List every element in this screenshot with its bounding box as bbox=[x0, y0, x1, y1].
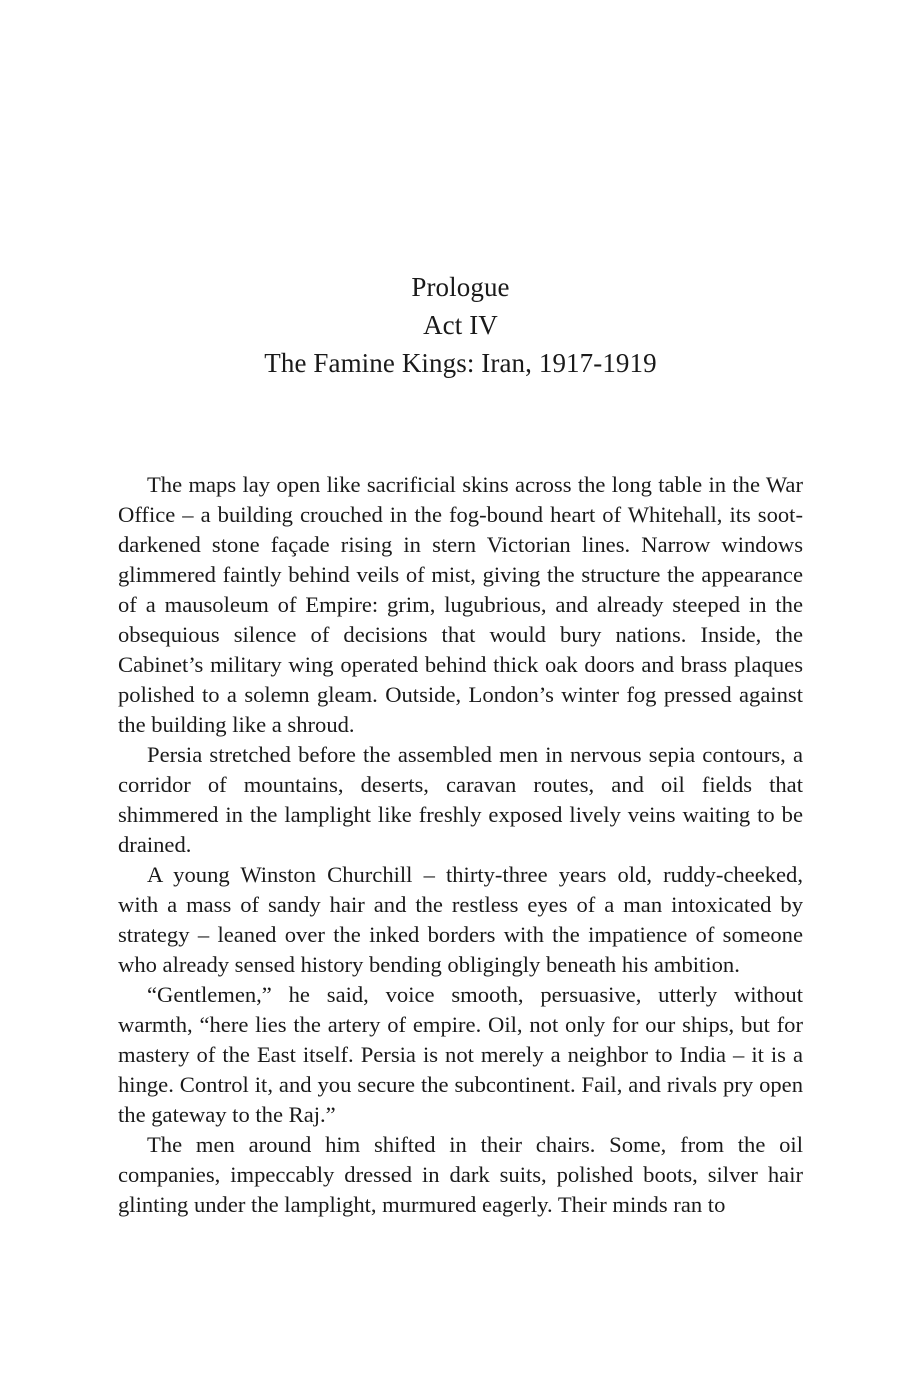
paragraph: The men around him shifted in their chairs. Some, from the oil companies, impeccably dressed in dark suits, polished boots, silver hair glinting under the lamplight, murmured eagerly. Their minds ran to bbox=[118, 1132, 803, 1217]
act-title: Act IV bbox=[423, 310, 498, 340]
paragraph: The maps lay open like sacrificial skins across the long table in the War Office – a building crouched in the fog-bound heart of Whitehall, its soot-darkened stone façade rising in stern Victorian lines. Narrow windows glimmered faintly behind veils of mist, giving the structure the appearance of a mausoleum of Empire: grim, lugubrious, and already steeped in the obsequious silence of decisions that would bury nations. Inside, the Cabinet’s military wing operated behind thick oak doors and brass plaques polished to a solemn gleam. Outside, London’s winter fog pressed against the building like a shroud. bbox=[118, 472, 803, 737]
chapter-heading bbox=[0, 268, 921, 382]
paragraph: “Gentlemen,” he said, voice smooth, persuasive, utterly without warmth, “here lies the artery of empire. Oil, not only for our ships, but for mastery of the East itself. Persia is not merely a neighbor to India – it is a hinge. Control it, and you secure the subcontinent. Fail, and rivals pry open the gateway to the Raj.” bbox=[118, 982, 803, 1127]
paragraph: A young Winston Churchill – thirty-three years old, ruddy-cheeked, with a mass of sandy hair and the restless eyes of a man intoxicated by strategy – leaned over the inked borders with the impatience of someone who already sensed history bending obligingly beneath his ambition. bbox=[118, 862, 803, 977]
section-title: Prologue bbox=[411, 272, 510, 302]
body-text bbox=[118, 470, 803, 1220]
chapter-title: The Famine Kings: Iran, 1917-1919 bbox=[264, 348, 657, 378]
paragraph: Persia stretched before the assembled men in nervous sepia contours, a corridor of mountains, deserts, caravan routes, and oil fields that shimmered in the lamplight like freshly exposed lively veins waiting to be drained. bbox=[118, 742, 803, 857]
